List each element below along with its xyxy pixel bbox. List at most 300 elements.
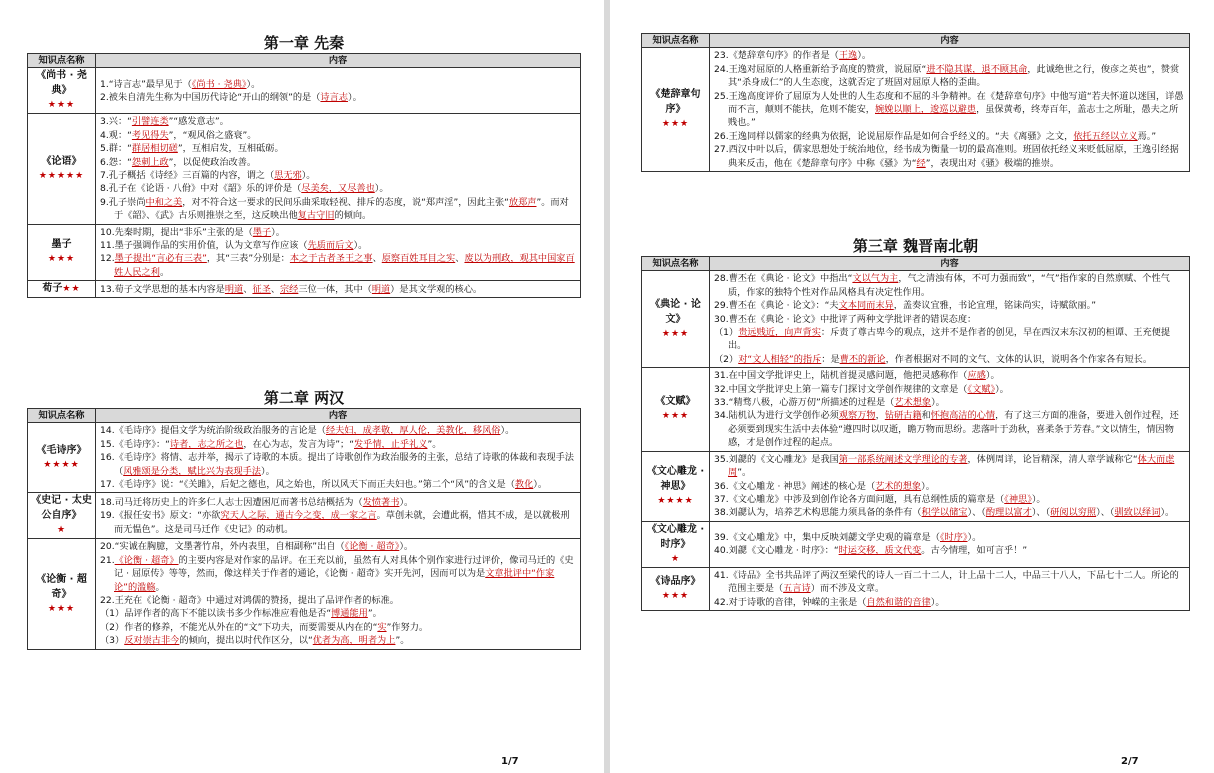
question-text: 34.陆机认为进行文学创作必须 [714,410,839,422]
table-row [28,539,581,649]
answer-text: 曹丕的新论 [839,353,886,365]
topic-cell [642,271,710,368]
table-row [28,281,581,298]
question-text: 3.兴：“ [100,116,132,128]
question-text: 15.《毛诗序》：“ [100,438,170,450]
knowledge-item [714,383,1186,396]
question-text: 的主要内容是对作家的品评。在王充以前，虽然有人对具体个别作家进行过评价，像司马迁的《史记 · 屈原传》等等，然而，像这样关于作者的通论，《论衡 · 超奇》实开先河，因而可以为是 [114,554,574,580]
answer-text: 观察万物 [838,410,876,422]
question-text: 11.墨子强调作品的实用价值，认为文章写作应该（ [100,240,308,252]
question-text: 14.《毛诗序》提倡文学为统治阶级政治服务的言论是（ [100,425,326,437]
answer-text: 文章批评中“作家论”的滥觞 [114,568,555,593]
table-header-row [28,54,581,68]
knowledge-table [641,33,1190,172]
question-text: ”。而对于《韶》、《武》古乐则推崇之至，这反映出他 [114,196,569,222]
question-text: ”。 [427,438,442,450]
question-text: ，在心为志，发言为诗”；“ [243,438,354,450]
question-text: ）、（ [1031,507,1051,519]
answer-text: 艺术的想象 [875,480,922,492]
answer-text: 《时序》 [939,531,968,543]
question-text: 26.王逸同样以儒家的经典为依据，论说屈原作品是如何合乎经义的。“夫《离骚》之文， [714,130,1074,142]
answer-text: 酌理以富才 [985,507,1032,519]
question-text: ，体例周详，论旨精深，清人章学诚称它“ [967,453,1138,465]
table-row [642,48,1190,172]
answer-text: 反对崇古非今 [124,635,180,647]
question-text: 的倾向，提出以时代作区分，以“ [179,635,313,647]
question-text: ，虽保黄耇，终寿百年，盖志士之所耻，愚夫之所贱也。” [728,104,1179,129]
knowledge-item [714,453,1186,480]
knowledge-item [100,196,577,223]
question-text: ，有了这三方面的准备，要进入创作过程，还必须要到现实生活中去体验“遵四时以叹逝，瞻万物而思纷。悲落叶于劲秋，喜柔条于芳春。”文以情生，情因物感，才是创作过程的起点。 [728,410,1179,449]
answer-text: 本之于古者圣王之事 [289,253,373,265]
topic-name: 《毛诗序》 [36,444,87,456]
question-text: 的倾向。 [334,210,372,222]
answer-text: 《论衡 · 超奇》 [114,554,179,566]
header-content: 内容 [96,54,581,68]
knowledge-item [714,49,1186,62]
answer-text: 发乎情，止乎礼义 [354,438,428,450]
question-text: ）。 [921,480,935,492]
question-text: 和 [921,410,931,422]
answer-text: 经夫妇，成孝敬，厚人伦，美教化，移风俗 [325,425,501,437]
knowledge-item [714,531,1186,544]
question-text: 。古今情理，如可言乎！” [921,545,1028,557]
question-text: ）。 [374,183,389,195]
answer-text: 自然和谐的音律 [866,596,931,608]
question-text: 31.在中国文学批评史上，陆机首提灵感问题，他把灵感称作（ [714,370,968,382]
page-number: 2/7 [1121,756,1139,767]
question-text: 18.司马迁将历史上的许多仁人志士因遭困厄而著书总结概括为（ [100,496,363,508]
knowledge-item [100,239,577,252]
topic-name: 《史记 · 太史公自序》 [31,495,92,522]
importance-stars: ★★★★★ [38,171,85,182]
page-number: 1/7 [501,756,519,767]
question-text: ”，以促使政治改善。 [168,156,257,168]
question-text: ，气之清浊有体，不可力强而致”，“气”指作家的自然禀赋、个性气质，作家的独特个性对作品风格具有决定性作用。 [728,273,1170,298]
topic-cell [28,493,96,539]
question-text: 5.群：“ [100,143,132,155]
content-cell [710,48,1190,172]
question-text: （3） [100,635,125,647]
topic-name: 《尚书 · 尧典》 [36,70,87,97]
knowledge-item [100,594,577,607]
table-header-row [642,257,1190,271]
question-text: 28.曹丕在《典论 · 论文》中指出“ [714,273,853,285]
answer-text: 体大而虑周 [728,453,1175,479]
question-text: ）。 [930,596,945,608]
table-row [28,423,581,493]
question-text: ：斥责了尊古卑今的观点，这并不是作者的创见，早在西汉末东汉初的桓谭、王充便提出。 [728,327,1171,352]
question-text: ， [875,410,885,422]
knowledge-item [100,554,577,594]
question-text: 。草创未就，会遭此祸，惜其不成，是以就极刑而无愠色”。这是司马迁作《史记》的动机。 [114,510,570,535]
question-text: 6.怨：“ [100,156,132,168]
answer-text: 墨子 [252,226,272,238]
answer-text: 征圣 [252,283,271,295]
knowledge-item [100,634,577,647]
table-row [642,567,1190,610]
knowledge-item [100,78,577,91]
knowledge-item [100,509,577,536]
topic-cell [642,567,710,610]
answer-text: 发愤著书 [362,496,400,508]
knowledge-item [100,540,577,553]
importance-stars: ★★★ [661,411,690,422]
table-row [28,68,581,114]
question-text: ）。 [347,91,362,103]
question-text: ”，表现出对《骚》极端的推崇。 [925,157,1060,169]
chapter-section [641,33,1190,172]
question-text: ”作努力。 [386,621,429,633]
question-text: ”，互相启发，互相砥砺。 [177,143,284,155]
knowledge-item [714,506,1186,519]
importance-stars: ★★★★ [657,495,694,506]
knowledge-item [714,353,1186,366]
importance-stars: ★★★ [661,328,690,339]
header-content: 内容 [710,34,1190,48]
answer-text: 王逸 [838,50,858,62]
question-text: 三位一体，其中（ [298,283,372,295]
knowledge-item [714,396,1186,409]
knowledge-item [100,142,577,155]
chapter-section [27,33,581,298]
knowledge-item [100,91,577,104]
knowledge-item [714,130,1186,143]
question-text: 38.刘勰认为，培养艺术构思能力须具备的条件有（ [714,507,922,519]
topic-cell [642,48,710,172]
question-text: 13.荀子文学思想的基本内容是 [100,283,225,295]
question-text: 32.中国文学批评史上第一篇专门探讨文学创作规律的文章是（ [714,383,968,395]
answer-text: 驯致以绎词 [1114,507,1161,519]
question-text: ）。 [857,50,872,62]
topic-name: 荀子 [42,283,63,295]
question-text: ）、（ [967,507,986,519]
question-text: ，作者根据对不同的文气、文体的认识，说明各个作家各有短长。 [885,353,1153,365]
answer-text: 宗经 [280,283,299,295]
question-text: 8.孔子在《论语 · 八佾》中对《韶》乐的评价是（ [100,183,302,195]
question-text: 、 [243,283,253,295]
page-2 [610,0,1214,773]
question-text: ）。 [271,226,285,238]
answer-text: 博通能用 [331,608,368,620]
answer-text: 教化 [514,479,534,491]
answer-text: 《神思》 [1004,493,1032,505]
question-text: ，对不符合这一要求的民间乐曲采取轻视、排斥的态度，说“郑声淫”，因此主张“ [182,196,509,208]
chapter-title: 第三章 魏晋南北朝 [852,237,979,255]
question-text: ，盖奏议宜雅，书论宜理，铭诔尚实，诗赋欲丽。” [893,300,1097,312]
question-text: ）。 [995,383,1009,395]
question-text: 9.孔子崇尚 [100,196,146,208]
chapter-section [27,388,581,650]
question-text: ）。 [399,541,414,553]
importance-stars: ★ [56,525,67,536]
table-row [28,114,581,224]
question-text: 21. [100,554,115,566]
question-text: ）。 [246,78,261,90]
answer-text: 进不隐其谋，退不顾其命 [926,63,1028,75]
content-cell [710,368,1190,451]
knowledge-item [100,607,577,620]
question-text: 焉。” [1137,130,1157,142]
question-text: 19.《报任安书》原文：“亦欲 [100,510,221,522]
question-text: 29.曹丕在《典论 · 论文》：“夫 [714,300,839,312]
answer-text: 《论衡 · 超奇》 [344,541,400,553]
answer-text: 时运交移，质文代变 [838,545,922,557]
knowledge-item [100,424,577,437]
topic-name: 《文心雕龙 · 时序》 [646,523,705,550]
topic-cell [642,368,710,451]
answer-text: 贵远贱近，向声背实 [738,327,821,339]
answer-text: 群居相切磋 [131,143,178,155]
content-cell [710,271,1190,368]
question-text: （2）作者的修养，不能光从外在的“文”下功夫，而要需要从内在的“ [100,621,378,633]
question-text: ：是 [821,353,840,365]
answer-text: 诗言志 [320,91,348,103]
question-text: 41.《诗品》全书共品评了两汉至梁代的诗人一百二十二人，计上品十二人，中品三十八人，下品七十二人。所论的范围主要是（ [714,569,1179,595]
topic-name: 《文心雕龙 · 神思》 [646,465,705,492]
question-text: ）。 [533,479,548,491]
answer-text: 明道 [371,283,391,295]
chapter-title: 第二章 两汉 [263,389,345,407]
knowledge-item [100,129,577,142]
topic-name: 《论语》 [41,156,82,168]
question-text: 20.“实诚在胸臆，文墨著竹帛，外内表里，自相副称”出自（ [100,541,345,553]
question-text: 42.对于诗歌的音律，钟嵘的主张是（ [714,596,867,608]
answer-text: 思无邪 [274,170,302,182]
header-content: 内容 [96,409,581,423]
table-row [642,271,1190,368]
question-text: 39.《文心雕龙》中，集中反映刘勰文学史观的篇章是（ [714,531,940,543]
knowledge-item [714,596,1186,609]
topic-name: 《论衡 · 超奇》 [36,573,87,600]
answer-text: 依托五经以立义 [1073,130,1138,142]
question-text: 7.孔子概括《诗经》三百篇的内容，谓之（ [100,170,275,182]
knowledge-item [714,90,1186,130]
question-text: ）。 [500,425,515,437]
knowledge-table [27,408,581,650]
question-text: 23.《楚辞章句序》的作者是（ [714,50,839,62]
knowledge-item [714,569,1186,596]
question-text: 24.王逸对屈原的人格重新给予高度的赞赏，说屈原“ [714,63,927,75]
header-topic: 知识点名称 [28,409,96,423]
knowledge-item [100,252,577,279]
topic-cell [28,114,96,224]
table-row [642,368,1190,451]
question-text: ，此诚绝世之行，俊彦之英也”，赞赏其“杀身成仁”的人生态度，这就否定了班固对屈原人格的歪曲。 [728,63,1180,89]
question-text: （2） [714,353,739,365]
knowledge-item [100,115,577,128]
content-cell [710,451,1190,521]
knowledge-item [714,299,1186,312]
question-text: 1.“诗言志”最早见于（ [100,78,192,90]
knowledge-item [714,480,1186,493]
question-text: ）。 [353,240,368,252]
content-cell [96,114,581,224]
question-text: 、 [270,283,280,295]
answer-text: 引譬连类 [131,116,169,128]
answer-text: 墨子提出“言必有三表” [114,253,207,265]
question-text: ）是其文学观的核心。 [390,283,483,295]
answer-text: 对“文人相轻”的指斥 [738,353,822,365]
question-text: ，其“三表”分别是： [206,253,290,265]
topic-cell [642,521,710,567]
knowledge-item [714,409,1186,449]
answer-text: 钻研古籍 [884,410,922,422]
knowledge-item [100,182,577,195]
table-row [642,521,1190,567]
content-cell [96,539,581,649]
question-text: 36.《文心雕龙 · 神思》阐述的核心是（ [714,480,876,492]
question-text: 4.观：“ [100,129,132,141]
topic-cell [28,68,96,114]
answer-text: 经 [916,157,926,169]
answer-text: 放郑声 [508,196,537,208]
answer-text: 第一部系统阐述文学理论的专著 [838,453,968,465]
question-text: （1）品评作者的高下不能以读书多少作标准应看他是否“ [100,608,332,620]
knowledge-table [27,53,581,298]
question-text: 33.“精骛八极，心游万仞”所描述的过程是（ [714,397,895,409]
chapter-section [641,236,1190,611]
content-cell [96,493,581,539]
table-row [28,224,581,281]
question-text: ”。 [395,635,410,647]
question-text: ”“感发意志”。 [168,116,229,128]
knowledge-item [714,143,1186,170]
knowledge-item [100,478,577,491]
question-text: 40.刘勰《文心雕龙 · 时序》：“ [714,545,839,557]
question-text: 30.曹丕在《典论 · 论文》中批评了两种文学批评者的错误态度： [714,313,977,325]
question-text: ）。 [399,496,414,508]
knowledge-item [100,226,577,239]
topic-name: 《文赋》 [655,396,696,408]
answer-text: 中和之美 [145,196,183,208]
answer-text: 应感 [967,370,986,382]
chapter-title: 第一章 先秦 [263,34,345,52]
answer-text: 优者为高，明者为上 [312,635,396,647]
answer-text: 《尚书 · 尧典》 [191,78,247,90]
answer-text: 考见得失 [131,129,169,141]
knowledge-item [714,493,1186,506]
answer-text: 诗者，志之所之也 [169,438,244,450]
knowledge-item [714,326,1186,353]
answer-text: 积学以储宝 [921,507,968,519]
importance-stars: ★ [670,553,681,564]
question-text: 22.王充在《论衡 · 超奇》中通过对鸿儒的赞扬，提出了品评作者的标准。 [100,595,399,607]
answer-text: 复古守旧 [297,210,335,222]
knowledge-item [100,283,577,296]
answer-text: 风雅颂是分类，赋比兴为表现手法 [123,465,261,477]
content-cell [96,281,581,298]
knowledge-item [100,156,577,169]
knowledge-table [641,256,1190,611]
importance-stars: ★★ [62,284,81,295]
knowledge-item [714,544,1186,557]
question-text: 10.先秦时期，提出“非乐”主张的是（ [100,226,253,238]
knowledge-item [714,272,1186,299]
importance-stars: ★★★ [661,590,690,601]
knowledge-item [100,621,577,634]
question-text: ）、（ [1096,507,1115,519]
importance-stars: ★★★ [47,603,76,614]
content-cell [96,224,581,281]
answer-text: 婉娩以顺上，逡巡以避患 [875,104,977,116]
question-text: ”，“观风俗之盛衰”。 [168,129,257,141]
question-text: （1） [714,327,739,339]
header-topic: 知识点名称 [28,54,96,68]
knowledge-item [714,369,1186,382]
question-text: ）。 [1031,493,1046,505]
knowledge-item [100,438,577,451]
knowledge-item [714,313,1186,326]
question-text: 27.西汉中叶以后，儒家思想处于统治地位，经书成为衡量一切的最高准则。班固依托经义来贬低屈原，王逸引经据典来反击，他在《楚辞章句序》中称《骚》为“ [714,144,1179,169]
topic-cell [28,281,96,298]
topic-cell [28,224,96,281]
knowledge-item [714,63,1186,90]
header-content: 内容 [710,257,1190,271]
content-cell [96,68,581,114]
importance-stars: ★★★ [47,100,76,111]
answer-text: 艺术想象 [894,397,932,409]
question-text: 16.《毛诗序》将情、志并举，揭示了诗歌的本质。提出了诗歌创作为政治服务的主张，总结了诗歌的体裁和表现手法（ [100,452,574,477]
answer-text: 先质而后文 [307,240,354,252]
knowledge-item [100,169,577,182]
answer-text: 究天人之际，通古今之变，成一家之言 [220,510,377,522]
question-text: ）。 [301,170,316,182]
question-text: 35.刘勰的《文心雕龙》是我国 [714,453,839,465]
topic-cell [28,423,96,493]
importance-stars: ★★★ [661,119,690,130]
answer-text: 文本同而末异 [838,300,894,312]
question-text: ”。 [367,608,382,620]
question-text: ）。 [1160,507,1175,519]
content-cell [710,567,1190,610]
content-cell [710,521,1190,567]
page-1 [0,0,604,773]
topic-name: 《楚辞章句序》 [650,89,701,116]
question-text: ）而不涉及文章。 [810,583,885,595]
answer-text: 怀抱高洁的心情 [930,410,996,422]
content-cell [96,423,581,493]
table-row [28,493,581,539]
question-text: 、 [455,253,465,265]
question-text: ）。 [967,531,982,543]
topic-name: 《典论 · 论文》 [650,298,701,325]
question-text: 。 [155,581,165,593]
answer-text: 文以气为主 [852,273,899,285]
table-row [642,451,1190,521]
question-text: 25.王逸高度评价了屈原为人处世的人生态度和不屈的斗争精神。在《楚辞章句序》中他写道“若夫怀道以迷国，详愚而不言，颠则不能扶，危则不能安， [714,90,1184,116]
importance-stars: ★★★ [47,254,76,265]
question-text: ）。 [261,465,275,477]
question-text: ）。 [985,370,1000,382]
question-text: ）。 [931,397,945,409]
topic-cell [642,451,710,521]
question-text: ”。 [737,467,752,479]
answer-text: 怨刺上政 [131,156,169,168]
table-header-row [642,34,1190,48]
topic-cell [28,539,96,649]
question-text: 37.《文心雕龙》中涉及到创作论各方面问题，具有总纲性质的篇章是（ [714,493,1005,505]
question-text: 12. [100,253,115,265]
importance-stars: ★★★★ [43,459,80,470]
header-topic: 知识点名称 [642,257,710,271]
topic-name: 墨子 [51,239,72,251]
answer-text: 废以为刑政，观其中国家百姓人民之利 [114,253,575,278]
knowledge-item [100,451,577,478]
answer-text: 实 [377,621,387,633]
knowledge-item [100,496,577,509]
answer-text: 尽美矣，又尽善也 [301,183,375,195]
